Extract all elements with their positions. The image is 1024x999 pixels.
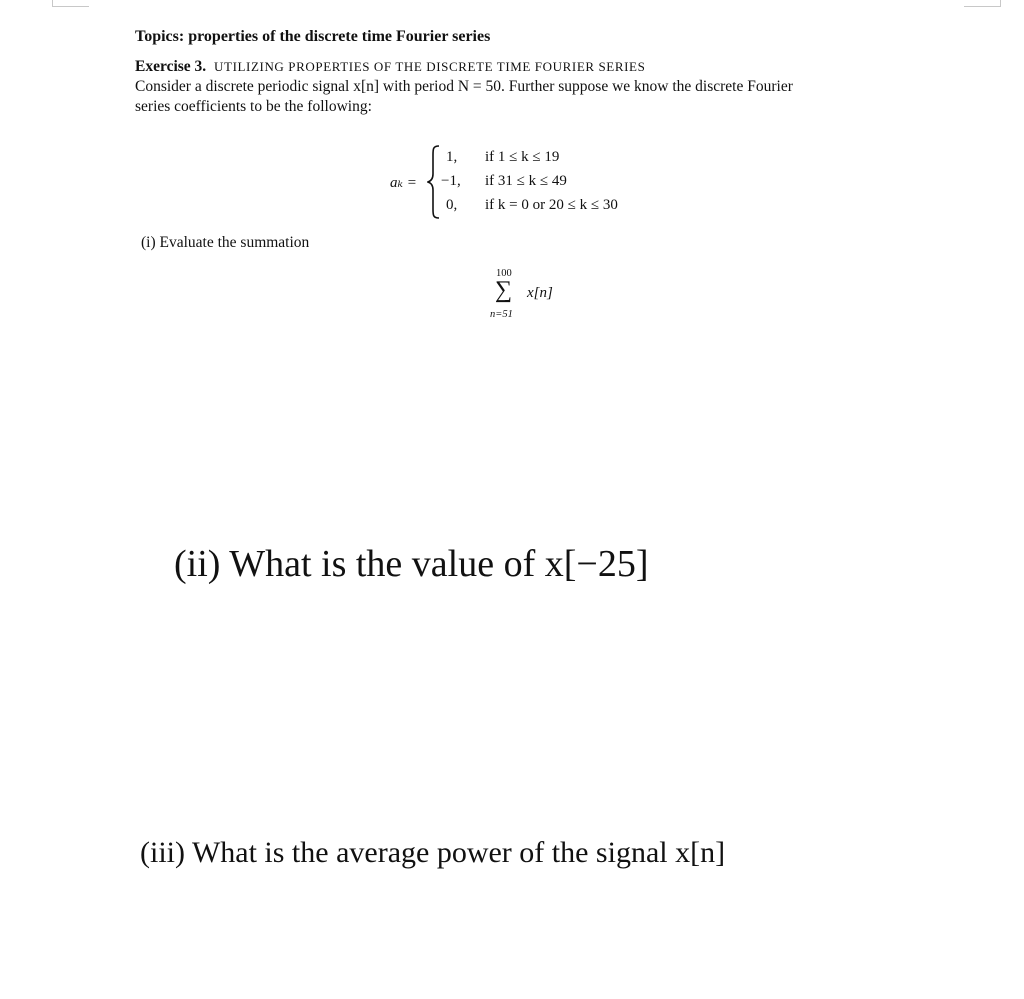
sum-lower-limit: n=51 — [490, 309, 513, 320]
sum-upper-limit: 100 — [496, 268, 512, 279]
intro-line-1: Consider a discrete periodic signal x[n] with period N = 50. Further suppose we know the discrete Fourier — [135, 78, 793, 95]
case-value-2: −1, — [441, 173, 461, 189]
intro-line-2: series coefficients to be the following: — [135, 98, 372, 115]
exercise-heading — [135, 58, 645, 76]
case-condition-1: if 1 ≤ k ≤ 19 — [485, 149, 560, 165]
topics-heading: Topics: properties of the discrete time Fourier series — [135, 28, 491, 45]
exercise-label: Exercise 3. — [135, 58, 207, 75]
exercise-title: UTILIZING PROPERTIES OF THE DISCRETE TIME FOURIER SERIES — [214, 59, 646, 74]
page-corner-right — [964, 0, 1001, 7]
page-corner-left — [52, 0, 89, 7]
case-condition-3: if k = 0 or 20 ≤ k ≤ 30 — [485, 197, 618, 213]
sigma-icon: ∑ — [495, 277, 513, 303]
part-iii-prompt: (iii) What is the average power of the signal x[n] — [140, 836, 726, 869]
case-value-1: 1, — [446, 149, 458, 165]
case-value-3: 0, — [446, 197, 458, 213]
part-i-prompt: (i) Evaluate the summation — [141, 234, 310, 251]
coefficient-label: aₖ = — [390, 175, 417, 191]
case-condition-2: if 31 ≤ k ≤ 49 — [485, 173, 567, 189]
sum-term: x[n] — [527, 285, 553, 301]
left-brace-icon — [427, 145, 441, 219]
part-ii-prompt: (ii) What is the value of x[−25] — [174, 543, 649, 585]
